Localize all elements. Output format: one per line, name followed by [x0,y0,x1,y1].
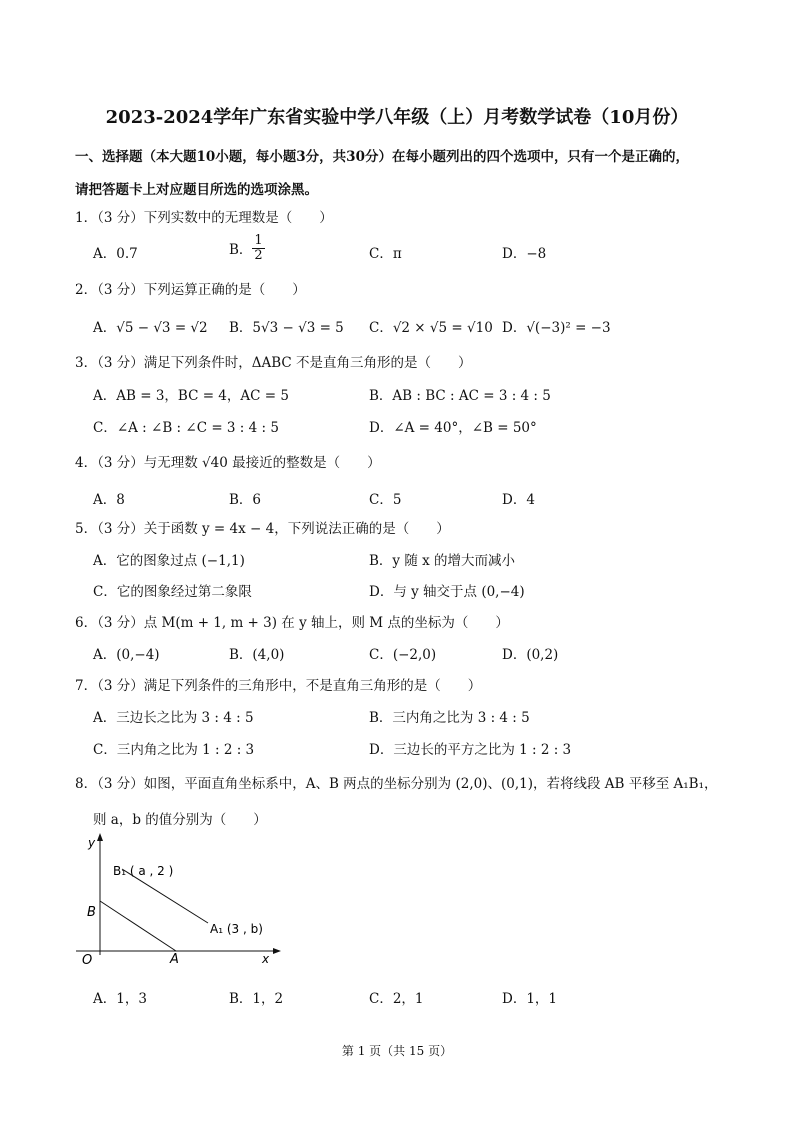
q2-option-a: A．√5 − √3 = √2 [93,320,208,336]
q2-option-d: D．√(−3)² = −3 [502,320,611,336]
q4-option-c: C．5 [369,492,402,508]
q2-option-b: B．5√3 − √3 = 5 [229,320,344,336]
q5-option-a: A．它的图象过点 (−1,1) [93,553,245,569]
y-axis-arrow [97,833,103,841]
q5-option-b: B．y 随 x 的增大而减小 [369,553,516,569]
q6-option-c: C．(−2,0) [369,647,437,663]
question-2-stem: 2．（3 分）下列运算正确的是（ ） [75,282,306,298]
q2-option-c: C．√2 × √5 = √10 [369,320,493,336]
q8-option-b: B．1，2 [229,991,284,1007]
page-footer: 第 1 页（共 15 页） [341,1044,453,1058]
question-3-stem: 3．（3 分）满足下列条件时，ΔABC 不是直角三角形的是（ ） [75,355,472,371]
point-b-label: B [87,905,96,920]
q5-option-d: D．与 y 轴交于点 (0,−4) [369,584,525,600]
point-a1-label: A₁ (3 , b) [210,922,263,936]
q3-option-b: B．AB : BC : AC = 3 : 4 : 5 [369,388,551,404]
fraction-one-half: $\frac{1}{2}$ [254,233,263,263]
y-axis-label: y [88,836,96,850]
question-6-stem: 6．（3 分）点 M(m + 1, m + 3) 在 y 轴上，则 M 点的坐标为（ ） [75,615,509,631]
question-4-stem: 4．（3 分）与无理数 √40 最接近的整数是（ ） [75,455,381,471]
x-axis-label: x [262,952,270,966]
q8-option-d: D．1，1 [502,991,558,1007]
question-1-stem: 1．（3 分）下列实数中的无理数是（ ） [75,210,333,226]
q6-option-a: A．(0,−4) [93,647,160,663]
q1-option-b: B． $\frac{1}{2}$ [229,233,263,263]
q4-option-d: D．4 [502,492,535,508]
question-8-stem: 8．（3 分）如图，平面直角坐标系中，A、B 两点的坐标分别为 (2,0)、(0,1)，若将线段 AB 平移至 A₁B₁， [75,776,718,792]
question-7-stem: 7．（3 分）满足下列条件的三角形中，不是直角三角形的是（ ） [75,678,482,694]
q4-option-a: A．8 [93,492,125,508]
section-heading-line1: 一、选择题（本大题10小题，每小题3分，共30分）在每小题列出的四个选项中，只有一个是正确的， [75,149,689,165]
question-5-stem: 5．（3 分）关于函数 y = 4x − 4，下列说法正确的是（ ） [75,521,450,537]
coordinate-figure [70,830,300,970]
q6-option-d: D．(0,2) [502,647,559,663]
point-a-label: A [170,952,179,967]
page-title: 2023-2024学年广东省实验中学八年级（上）月考数学试卷（10月份） [105,107,689,128]
q7-option-a: A．三边长之比为 3 : 4 : 5 [93,710,254,726]
segment-ab [100,901,176,951]
point-b1-label: B₁ ( a , 2 ) [113,864,174,878]
q1-option-d: D．−8 [502,246,547,262]
q1-option-a: A．0.7 [93,246,138,262]
question-8-stem-continued: 则 a，b 的值分别为（ ） [93,812,267,828]
origin-label: O [82,953,93,968]
q7-option-c: C．三内角之比为 1 : 2 : 3 [93,742,255,758]
q3-option-a: A．AB = 3，BC = 4，AC = 5 [93,388,289,404]
q4-option-b: B．6 [229,492,262,508]
section-heading-line2: 请把答题卡上对应题目所选的选项涂黑。 [75,182,318,198]
x-axis-arrow [273,948,281,954]
q8-option-a: A．1，3 [93,991,147,1007]
q7-option-d: D．三边长的平方之比为 1 : 2 : 3 [369,742,572,758]
q5-option-c: C．它的图象经过第二象限 [93,584,252,600]
q1-option-c: C．π [369,246,402,262]
q6-option-b: B．(4,0) [229,647,285,663]
q8-option-c: C．2，1 [369,991,424,1007]
q3-option-c: C．∠A : ∠B : ∠C = 3 : 4 : 5 [93,420,279,436]
q3-option-d: D．∠A = 40°，∠B = 50° [369,420,537,436]
q7-option-b: B．三内角之比为 3 : 4 : 5 [369,710,530,726]
